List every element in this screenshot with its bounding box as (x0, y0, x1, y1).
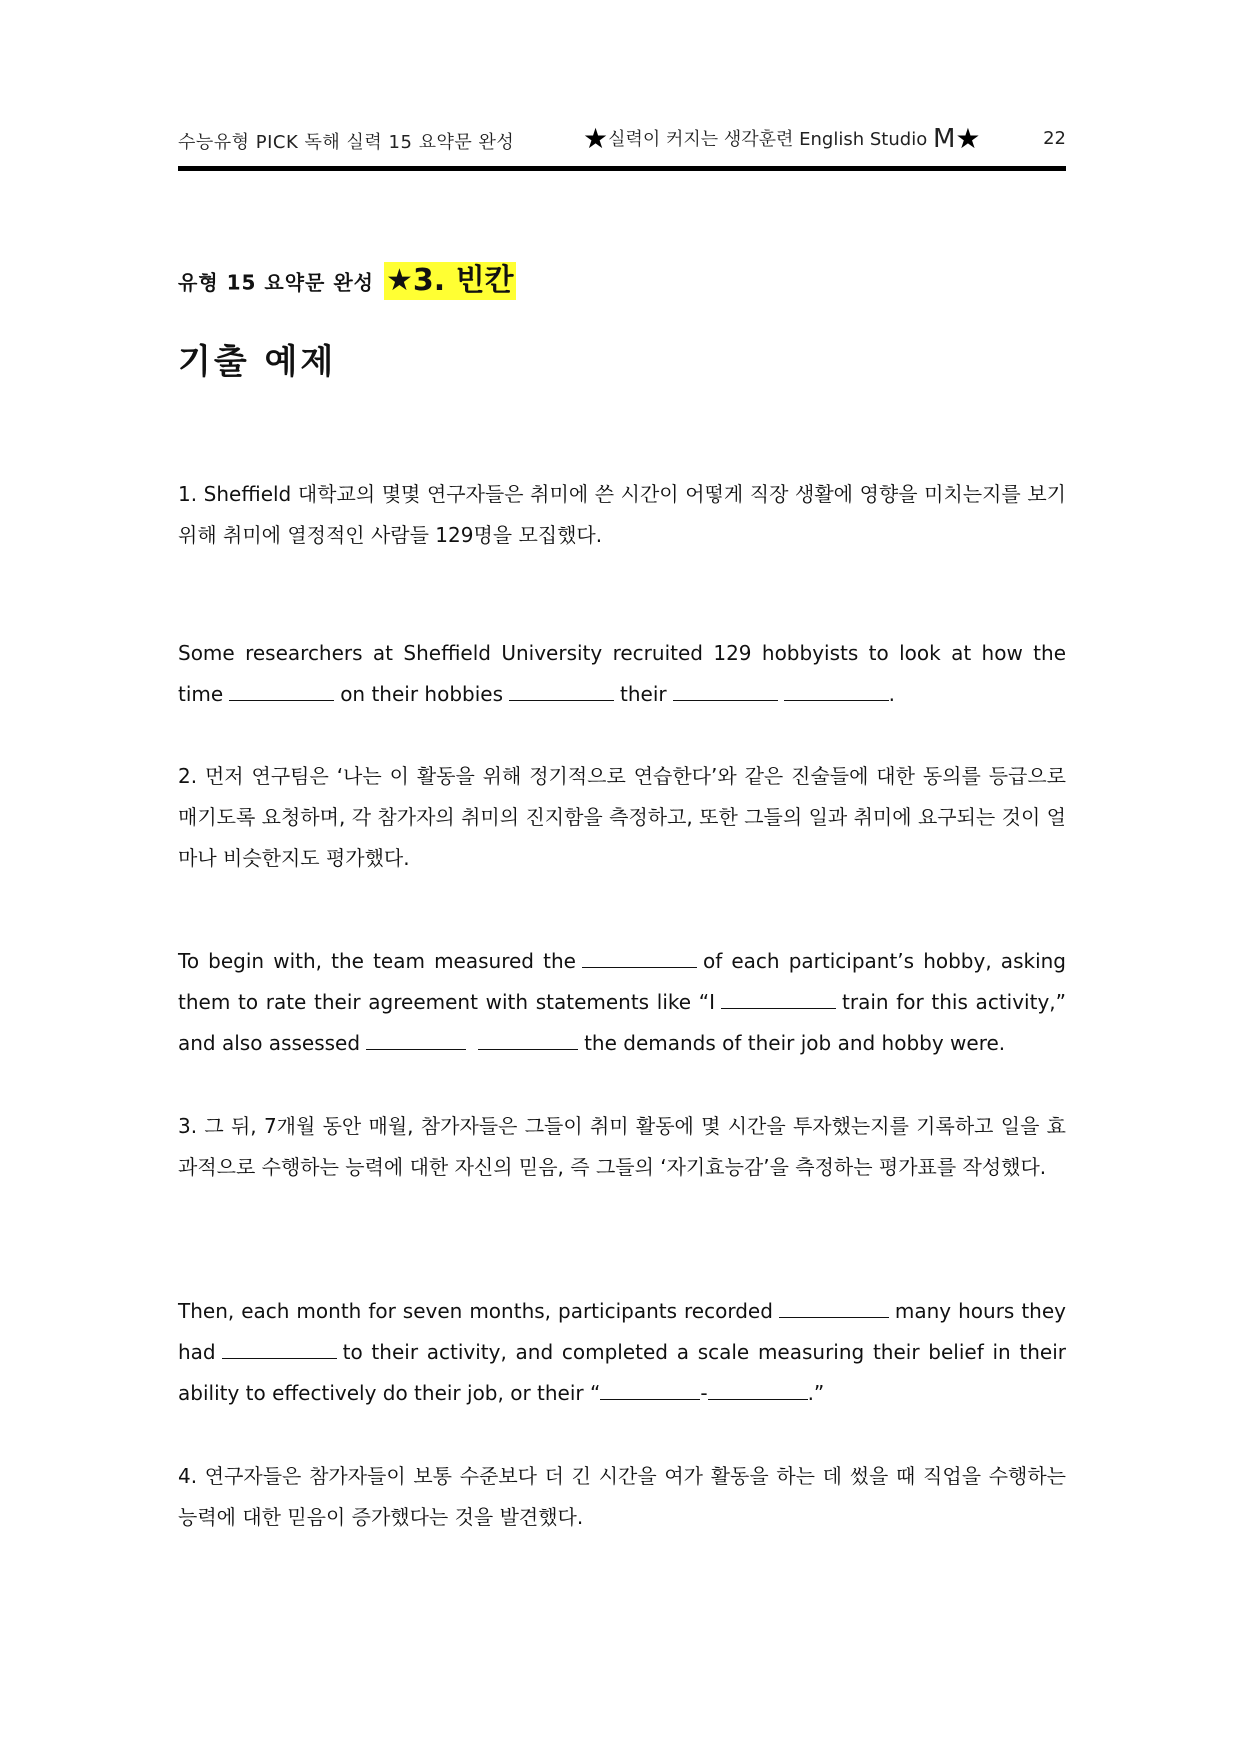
text-segment: . (888, 682, 895, 706)
text-segment: To begin with, the team measured the (178, 949, 576, 973)
answer-blank[interactable] (582, 949, 697, 968)
item-2-korean: 2. 먼저 연구팀은 ‘나는 이 활동을 위해 정기적으로 연습한다’와 같은 진술들에 대한 동의를 등급으로 매기도록 요청하며, 각 참가자의 취미의 진지함을 측정하고, 또한 그들의 일과 취미에 요구되는 것이 얼마나 비슷한지도 평가했다. (178, 764, 1066, 870)
header-book-title: 수능유형 PICK 독해 실력 15 요약문 완성 (178, 132, 515, 153)
answer-blank[interactable] (478, 1031, 578, 1050)
section-heading (178, 262, 516, 302)
item-1-korean: 1. Sheffield 대학교의 몇몇 연구자들은 취미에 쓴 시간이 어떻게 직장 생활에 영향을 미치는지를 보기 위해 취미에 열정적인 사람들 129명을 모집했다. (178, 482, 1066, 547)
item-2-english (178, 941, 1066, 1064)
answer-blank[interactable] (222, 1340, 337, 1359)
item-1-english (178, 633, 1066, 715)
item-4-korean: 4. 연구자들은 참가자들이 보통 수준보다 더 긴 시간을 여가 활동을 하는 데 썼을 때 직업을 수행하는 능력에 대한 믿음이 증가했다는 것을 발견했다. (178, 1464, 1066, 1529)
text-segment: Some researchers at Sheffield University recruited 129 hobbyists to look at how the time (178, 641, 1066, 706)
header-divider (178, 166, 1066, 171)
header-brand-text: 실력이 커지는 생각훈련 English Studio (608, 129, 933, 150)
text-segment: .” (807, 1381, 825, 1405)
answer-blank[interactable] (779, 1299, 889, 1318)
text-segment: of each participant’s hobby, asking them to rate their agreement with statements like “I (178, 949, 1066, 1014)
answer-blank[interactable] (366, 1031, 466, 1050)
page-title: 기출 예제 (178, 342, 337, 382)
answer-blank[interactable] (673, 682, 778, 701)
text-segment: - (700, 1381, 708, 1405)
star-icon: ★ (583, 122, 609, 155)
text-segment: the demands of their job and hobby were. (584, 1031, 1006, 1055)
item-3-english (178, 1291, 1066, 1414)
page-number: 22 (1043, 128, 1066, 149)
section-label: 유형 15 요약문 완성 (178, 270, 374, 295)
star-icon: ★ (955, 122, 981, 155)
answer-blank[interactable] (600, 1381, 700, 1400)
text-segment: Then, each month for seven months, participants recorded (178, 1299, 773, 1323)
text-segment: many hours they had (178, 1299, 1066, 1364)
text-segment: train for this activity,” and also assessed (178, 990, 1067, 1055)
text-segment: their (620, 682, 667, 706)
section-highlight: ★3. 빈칸 (385, 263, 514, 298)
answer-blank[interactable] (229, 682, 334, 701)
answer-blank[interactable] (509, 682, 614, 701)
answer-blank[interactable] (784, 682, 889, 701)
text-segment: on their hobbies (340, 682, 503, 706)
page-header (178, 122, 1066, 156)
item-3-korean: 3. 그 뒤, 7개월 동안 매월, 참가자들은 그들이 취미 활동에 몇 시간을 투자했는지를 기록하고 일을 효과적으로 수행하는 능력에 대한 자신의 믿음, 즉 그들의 ‘자기효능감’을 측정하는 평가표를 작성했다. (178, 1114, 1066, 1179)
answer-blank[interactable] (721, 990, 836, 1009)
answer-blank[interactable] (708, 1381, 808, 1400)
header-brand-m: M (932, 124, 956, 154)
text-segment: to their activity, and completed a scale measuring their belief in their ability to effectively do their job, or their “ (178, 1340, 1066, 1405)
header-brand (583, 122, 980, 155)
